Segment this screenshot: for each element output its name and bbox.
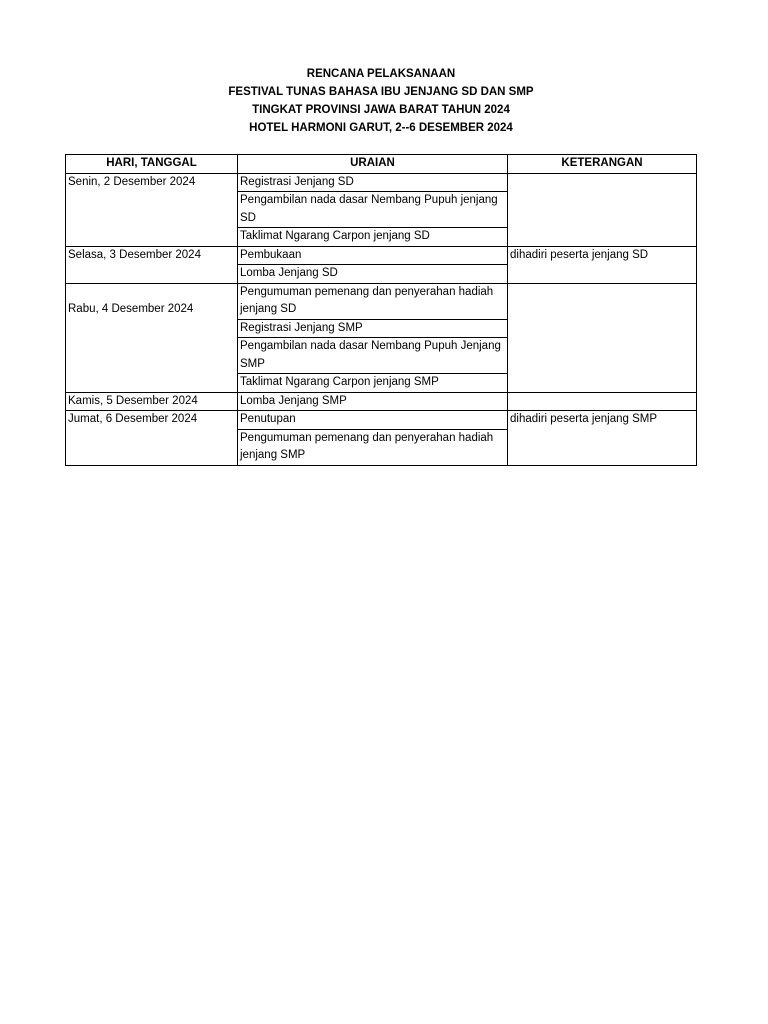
activity-cell: Penutupan — [238, 411, 508, 430]
day-cell: Rabu, 4 Desember 2024 — [66, 283, 238, 392]
table-row — [66, 173, 697, 192]
note-cell: dihadiri peserta jenjang SD — [508, 246, 697, 283]
day-cell: Selasa, 3 Desember 2024 — [66, 246, 238, 283]
header-note: KETERANGAN — [508, 155, 697, 174]
activity-cell: Pembukaan — [238, 246, 508, 265]
title-line-3: TINGKAT PROVINSI JAWA BARAT TAHUN 2024 — [252, 104, 510, 116]
document-title — [0, 65, 762, 137]
note-cell — [508, 392, 697, 411]
note-cell — [508, 173, 697, 246]
table-header-row — [66, 155, 697, 174]
header-description: URAIAN — [238, 155, 508, 174]
note-cell — [508, 283, 697, 392]
activity-cell: Lomba Jenjang SD — [238, 265, 508, 284]
title-line-2: FESTIVAL TUNAS BAHASA IBU JENJANG SD DAN SMP — [228, 86, 534, 98]
schedule-table — [65, 154, 697, 466]
table-row — [66, 246, 697, 265]
activity-cell: Pengambilan nada dasar Nembang Pupuh jenjang SD — [238, 192, 508, 228]
note-cell: dihadiri peserta jenjang SMP — [508, 411, 697, 466]
activity-cell: Taklimat Ngarang Carpon jenjang SD — [238, 228, 508, 247]
table-row — [66, 392, 697, 411]
activity-cell: Registrasi Jenjang SD — [238, 173, 508, 192]
day-cell: Jumat, 6 Desember 2024 — [66, 411, 238, 466]
activity-cell: Pengumuman pemenang dan penyerahan hadiah jenjang SMP — [238, 429, 508, 465]
activity-cell: Taklimat Ngarang Carpon jenjang SMP — [238, 374, 508, 393]
activity-cell: Lomba Jenjang SMP — [238, 392, 508, 411]
day-cell: Kamis, 5 Desember 2024 — [66, 392, 238, 411]
activity-cell: Pengambilan nada dasar Nembang Pupuh Jenjang SMP — [238, 338, 508, 374]
header-day: HARI, TANGGAL — [66, 155, 238, 174]
activity-cell: Pengumuman pemenang dan penyerahan hadiah jenjang SD — [238, 283, 508, 319]
table-row — [66, 283, 697, 319]
title-line-1: RENCANA PELAKSANAAN — [306, 68, 456, 80]
day-cell: Senin, 2 Desember 2024 — [66, 173, 238, 246]
title-line-4: HOTEL HARMONI GARUT, 2--6 DESEMBER 2024 — [249, 122, 513, 134]
activity-cell: Registrasi Jenjang SMP — [238, 319, 508, 338]
table-row — [66, 411, 697, 430]
